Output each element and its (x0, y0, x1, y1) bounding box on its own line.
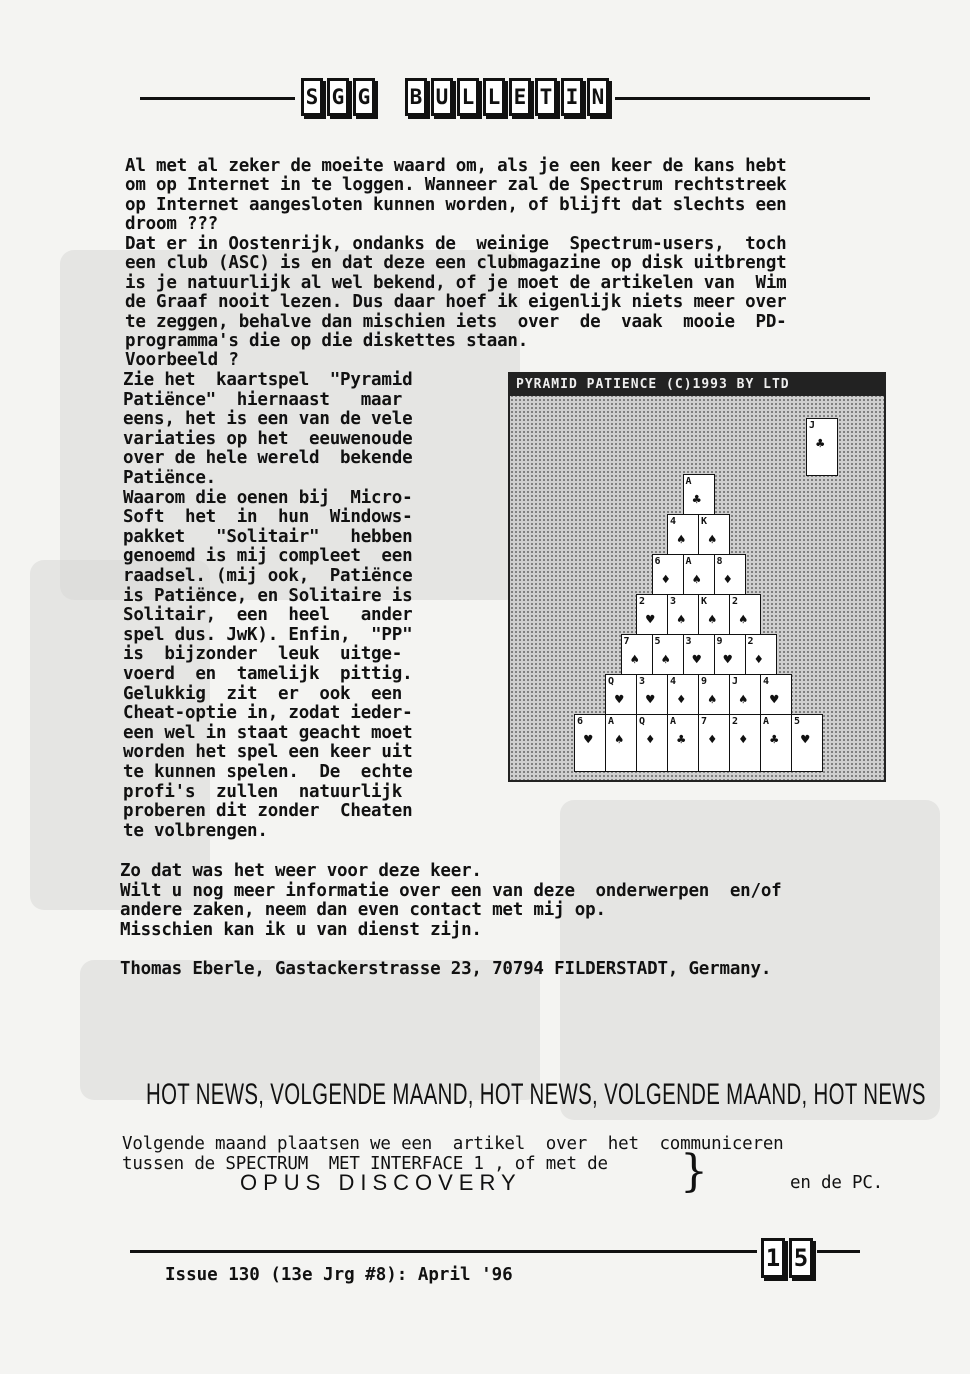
text-line: de Graaf nooit lezen. Dus daar hoef ik eigenlijk niets meer over (125, 292, 787, 312)
opus-discovery-logo: OPUS DISCOVERY (240, 1170, 522, 1195)
card-suit-icon: ♠ (677, 532, 686, 548)
card-rank: 3 (670, 596, 677, 607)
card-suit-icon: ♠ (615, 732, 624, 748)
text-line: Wilt u nog meer informatie over een van deze onderwerpen en/of (120, 881, 782, 901)
text-line: over de hele wereld bekende (123, 448, 413, 469)
header-letter: N (587, 78, 609, 116)
card-suit-icon: ♦ (661, 572, 670, 588)
card-rank: A (608, 716, 615, 727)
header-letter: G (353, 78, 375, 116)
text-line: Al met al zeker de moeite waard om, als je een keer de kans hebt (125, 156, 787, 176)
card-rank: 2 (732, 596, 739, 607)
card-rank: 9 (701, 676, 708, 687)
card-suit-icon: ♥ (801, 732, 810, 748)
card-rank: 9 (716, 636, 723, 647)
card-rank: A (763, 716, 770, 727)
header-word-sgg (301, 78, 375, 116)
card-rank: 4 (670, 516, 677, 527)
card-rank: Q (608, 676, 615, 687)
card-rank: 2 (639, 596, 646, 607)
text-line: Waarom die oenen bij Micro- (123, 487, 413, 508)
card-suit-icon: ♥ (646, 612, 655, 628)
text-line: eens, het is een van de vele (123, 409, 413, 430)
playing-card (667, 714, 699, 772)
card-suit-icon: ♥ (723, 652, 732, 668)
text-line: is Patiënce, en Solitaire is (123, 585, 413, 606)
text-line: genoemd is mij compleet een (123, 546, 413, 567)
card-suit-icon: ♥ (584, 732, 593, 748)
text-line: programma's die op die diskettes staan. (125, 331, 529, 351)
playing-card (574, 714, 606, 772)
text-line: Patiënce" hiernaast maar (123, 389, 403, 410)
text-line: te kunnen spelen. De echte (123, 762, 413, 782)
card-suit-icon: ♦ (677, 692, 686, 708)
pyramid-patience-screenshot (508, 372, 886, 782)
text-line: Volgende maand plaatsen we een artikel over het communiceren (122, 1134, 784, 1154)
card-rank: 4 (763, 676, 770, 687)
card-rank: K (701, 596, 708, 607)
header-letter: L (483, 78, 505, 116)
text-line: pakket "Solitair" hebben (123, 526, 413, 547)
card-rank: 6 (577, 716, 584, 727)
card-rank: 7 (623, 636, 630, 647)
card-suit-icon: ♣ (816, 436, 825, 452)
card-suit-icon: ♥ (646, 692, 655, 708)
text-line: om op Internet in te loggen. Wanneer zal de Spectrum rechtstreek (125, 175, 787, 195)
header-letter: T (535, 78, 557, 116)
playing-card (791, 714, 823, 772)
card-rank: A (685, 556, 692, 567)
text-line: raadsel. (mij ook, Patiënce (123, 566, 413, 586)
text-line: Misschien kan ik u van dienst zijn. (120, 920, 482, 940)
text-line: te volbrengen. (123, 820, 268, 841)
card-suit-icon: ♣ (692, 492, 701, 508)
card-suit-icon: ♠ (692, 572, 701, 588)
text-line: andere zaken, neem dan even contact met mij op. (120, 900, 606, 920)
text-line: en de PC. (790, 1173, 884, 1193)
card-suit-icon: ♠ (739, 612, 748, 628)
text-line: op Internet aangesloten kunnen worden, of blijft dat slechts een (125, 195, 787, 215)
card-rank: 8 (716, 556, 723, 567)
header-letter: G (327, 78, 349, 116)
header-letter: I (561, 78, 583, 116)
text-line: spel dus. JwK). Enfin, "PP" (123, 624, 413, 645)
text-line: Cheat-optie in, zodat ieder- (123, 703, 413, 724)
text-line: Solitair, een heel ander (123, 605, 413, 626)
card-rank: A (670, 716, 677, 727)
card-suit-icon: ♠ (677, 612, 686, 628)
playing-card (760, 714, 792, 772)
text-line: tussen de SPECTRUM MET INTERFACE 1 , of met de (122, 1154, 608, 1174)
card-suit-icon: ♥ (615, 692, 624, 708)
text-line: profi's zullen natuurlijk (123, 781, 403, 802)
playing-card (729, 714, 761, 772)
header-letter: B (405, 78, 427, 116)
header-letter: U (431, 78, 453, 116)
card-suit-icon: ♠ (739, 692, 748, 708)
card-suit-icon: ♦ (739, 732, 748, 748)
card-rank: 5 (794, 716, 801, 727)
card-suit-icon: ♥ (692, 652, 701, 668)
playing-card (698, 714, 730, 772)
text-line: voerd en tamelijk pittig. (123, 664, 413, 684)
card-suit-icon: ♦ (646, 732, 655, 748)
card-rank: 5 (654, 636, 661, 647)
card-rank: 3 (639, 676, 646, 687)
card-rank: J (809, 420, 816, 431)
card-rank: 7 (701, 716, 708, 727)
card-rank: 2 (747, 636, 754, 647)
header-letter: S (301, 78, 323, 116)
card-rank: J (732, 676, 739, 687)
text-line: droom ??? (125, 214, 219, 234)
card-suit-icon: ♠ (708, 692, 717, 708)
card-suit-icon: ♣ (677, 732, 686, 748)
page-digit: 1 (761, 1238, 785, 1278)
card-suit-icon: ♠ (708, 612, 717, 628)
issue-line: Issue 130 (13e Jrg #8): April '96 (165, 1265, 513, 1285)
text-line: is je natuurlijk al wel bekend, of je moet de artikelen van Wim (125, 273, 787, 293)
card-suit-icon: ♦ (723, 572, 732, 588)
playing-card (605, 714, 637, 772)
text-line: variaties op het eeuwenoude (123, 428, 413, 449)
hot-news-banner: HOT NEWS, VOLGENDE MAAND, HOT NEWS, VOLGENDE MAAND, HOT NEWS (146, 1078, 926, 1111)
card-suit-icon: ♠ (630, 652, 639, 668)
card-rank: A (685, 476, 692, 487)
playing-card (806, 418, 838, 476)
text-line: te zeggen, behalve dan mischien iets over de vaak mooie PD- (125, 312, 787, 332)
text-line: worden het spel een keer uit (123, 742, 413, 763)
card-suit-icon: ♣ (770, 732, 779, 748)
bulletin-header (120, 78, 870, 138)
text-line: Zo dat was het weer voor deze keer. (120, 861, 482, 881)
playing-card (636, 714, 668, 772)
card-rank: 2 (732, 716, 739, 727)
card-rank: 6 (654, 556, 661, 567)
text-line: is bijzonder leuk uitge- (123, 644, 403, 665)
header-letter: E (509, 78, 531, 116)
text-line: Soft het in hun Windows- (123, 507, 413, 528)
header-letters (295, 78, 615, 116)
text-line: Zie het kaartspel "Pyramid (123, 370, 413, 390)
text-line: een wel in staat geacht moet (123, 722, 413, 743)
card-suit-icon: ♦ (754, 652, 763, 668)
card-suit-icon: ♦ (708, 732, 717, 748)
text-line: proberen dit zonder Cheaten (123, 801, 413, 822)
page-number (757, 1238, 817, 1278)
figure-titlebar: PYRAMID PATIENCE (C)1993 BY LTD (510, 374, 884, 396)
card-rank: Q (639, 716, 646, 727)
card-suit-icon: ♥ (770, 692, 779, 708)
text-line: een club (ASC) is en dat deze een clubmagazine op disk uitbrengt (125, 253, 787, 273)
address: Thomas Eberle, Gastackerstrasse 23, 70794 FILDERSTADT, Germany. (120, 959, 772, 979)
footer-rule (130, 1250, 860, 1253)
page-digit: 5 (789, 1238, 813, 1278)
text-line: Gelukkig zit er ook een (123, 683, 403, 704)
card-suit-icon: ♠ (661, 652, 670, 668)
card-rank: 3 (685, 636, 692, 647)
brace-mark: } (680, 1146, 708, 1197)
text-line: Voorbeeld ? (125, 350, 239, 370)
header-letter: L (457, 78, 479, 116)
card-rank: K (701, 516, 708, 527)
text-line: Patiënce. (123, 468, 217, 488)
text-line: Dat er in Oostenrijk, ondanks de weinige Spectrum-users, toch (125, 234, 787, 254)
card-suit-icon: ♠ (708, 532, 717, 548)
card-rank: 4 (670, 676, 677, 687)
header-word-bulletin (405, 78, 609, 116)
